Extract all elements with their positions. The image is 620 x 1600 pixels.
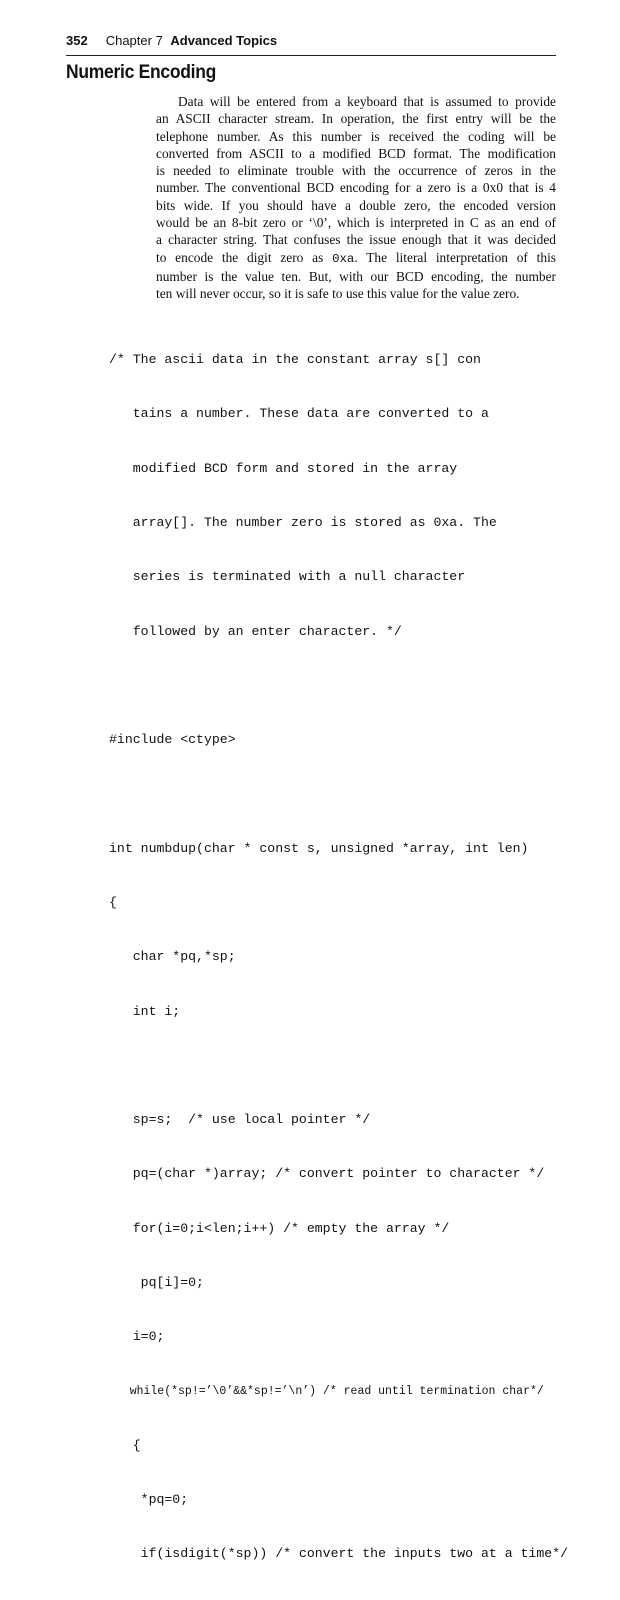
code-line: followed by an enter character. */ [109,623,402,639]
paragraph-line: is needed to eliminate trouble with the occurrence of zeros in the [156,163,556,179]
code-line: sp=s; /* use local pointer */ [109,1112,371,1128]
chapter-title: Advanced Topics [170,33,278,48]
code-line: if(isdigit(*sp)) /* convert the inputs two at a time*/ [109,1546,568,1562]
code-line: modified BCD form and stored in the array [109,460,458,476]
code-line: series is terminated with a null character [109,569,466,585]
code-line: { [109,1437,141,1453]
code-line: pq=(char *)array; /* convert pointer to character */ [109,1166,545,1182]
paragraph-line-with-code [156,249,556,268]
code-line: int numbdup(char * const s, unsigned *array, int len) [109,840,529,856]
chapter-label: Chapter 7 [105,33,163,48]
code-line: { [109,895,117,910]
code-line: i=0; [109,1329,165,1345]
paragraph-line: Data will be entered from a keyboard that is assumed to provide [178,94,556,109]
paragraph-line: bits wide. If you should have a double zero, the encoded version [156,197,556,213]
code-line: *pq=0; [109,1492,189,1508]
paragraph-line: number is the value ten. But, with our BCD encoding, the number [156,268,556,284]
paragraph-line-tail: . The literal interpretation of this [354,249,557,265]
paragraph-line-head: to encode the digit zero as [156,249,333,265]
code-line [109,785,559,803]
code-line: while(*sp!=’\0’&&*sp!=’\n’) /* read until termination char*/ [109,1384,544,1398]
code-line: char *pq,*sp; [109,949,236,965]
code-line [109,1057,559,1075]
page-number: 352 [66,33,88,48]
code-line: /* The ascii data in the constant array s[] con [109,352,481,368]
paragraph-line: ten will never occur, so it is safe to use this value for the value zero. [156,286,520,302]
paragraph-line: a character string. That confuses the issue enough that it was decided [156,232,556,248]
code-listing [109,315,568,1600]
inline-code: 0xa [332,251,355,266]
running-header [66,33,556,56]
body-paragraph [156,93,556,303]
paragraph-line: an ASCII character stream. In operation, the first entry will be the [156,111,556,127]
code-line: array[]. The number zero is stored as 0xa. The [109,515,497,531]
code-line [109,677,559,695]
code-line: #include <ctype> [109,732,236,748]
code-line: for(i=0;i<len;i++) /* empty the array */ [109,1220,450,1236]
section-heading: Numeric Encoding [66,62,217,83]
code-line: tains a number. These data are converted to a [109,406,489,422]
code-line: pq[i]=0; [109,1274,204,1290]
code-line: int i; [109,1003,181,1019]
paragraph-line: converted from ASCII to a modified BCD format. The modification [156,145,556,161]
paragraph-line: would be an 8-bit zero or ‘\0’, which is interpreted in C as an end of [156,215,556,231]
paragraph-line: telephone number. As this number is received the coding will be [156,128,556,144]
paragraph-line: number. The conventional BCD encoding for a zero is a 0x0 that is 4 [156,180,556,196]
